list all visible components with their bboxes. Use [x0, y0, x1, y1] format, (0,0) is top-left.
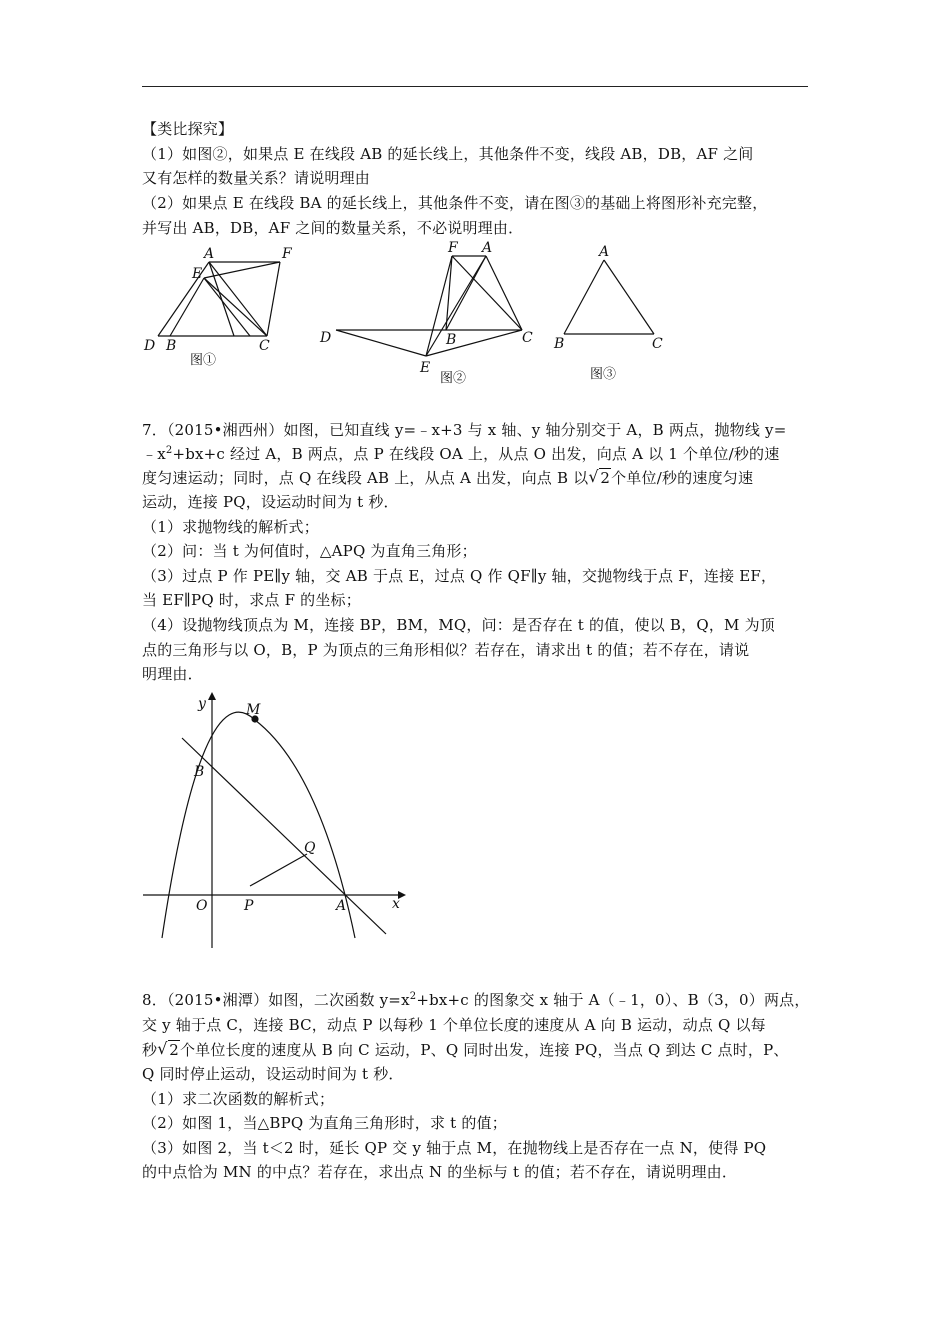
- fig3-label-A: A: [599, 244, 610, 260]
- fig1-caption: 图①: [190, 353, 217, 368]
- fig3-caption: 图③: [590, 367, 617, 382]
- fig3-label-C: C: [652, 336, 663, 352]
- fig2-caption: 图②: [440, 371, 467, 386]
- p7-sub3a: （3）过点 P 作 PE∥y 轴，交 AB 于点 E，过点 Q 作 QF∥y 轴，交抛物线于点 F，连接 EF，: [142, 567, 777, 585]
- p7-line1: 7．（2015•湘西州）如图，已知直线 y=﹣x+3 与 x 轴、y 轴分别交于 A，B 两点，抛物线 y=: [142, 421, 787, 439]
- fig1-label-A: A: [204, 246, 215, 262]
- fig1-label-F: F: [282, 246, 292, 262]
- fig1-label-E: E: [192, 266, 203, 282]
- analogy-q1-line1: （1）如图②，如果点 E 在线段 AB 的延长线上，其他条件不变，线段 AB，DB，AF 之间: [142, 145, 754, 163]
- p8-line4: Q 同时停止运动，设运动时间为 t 秒．: [142, 1065, 404, 1083]
- p7-sub2: （2）问：当 t 为何值时，△APQ 为直角三角形；: [142, 542, 477, 560]
- sqrt-symbol: √ 2: [157, 1040, 180, 1060]
- fig2-label-C: C: [522, 330, 533, 346]
- p7-sub3b: 当 EF∥PQ 时，求点 F 的坐标；: [142, 591, 361, 609]
- fig2-label-D: D: [320, 330, 332, 346]
- header-rule: [142, 86, 808, 87]
- analogy-q2-line2: 并写出 AB，DB，AF 之间的数量关系，不必说明理由．: [142, 219, 524, 237]
- fig2-label-B: B: [446, 332, 457, 348]
- figure-2: [318, 236, 546, 388]
- p8-sub2: （2）如图 1，当△BPQ 为直角三角形时，求 t 的值；: [142, 1114, 507, 1132]
- p7fig-label-P: P: [244, 898, 254, 914]
- fig2-label-E: E: [420, 360, 431, 376]
- p7-line2: $﹣x^2+bx+c$ 经过 A，B 两点，点 P 在线段 OA 上，从点 O 出发，向点 A 以 1 个单位/秒的速: [142, 445, 780, 463]
- p7-sub4c: 明理由．: [142, 665, 203, 683]
- p8-sub1: （1）求二次函数的解析式；: [142, 1090, 335, 1108]
- p7fig-label-M: M: [246, 702, 261, 718]
- analogy-q1-line2: 又有怎样的数量关系？请说明理由: [142, 169, 371, 187]
- p8-line3: 秒√ 2个单位长度的速度从 B 向 C 运动，P、Q 同时出发，连接 PQ，当点 Q 到达 C 点时，P、: [142, 1040, 789, 1060]
- p7-sub1: （1）求抛物线的解析式；: [142, 518, 319, 536]
- p8-sub3a: （3）如图 2，当 t＜2 时，延长 QP 交 y 轴于点 M，在抛物线上是否存在一点 N，使得 PQ: [142, 1139, 767, 1157]
- section-title: 【类比探究】: [142, 120, 234, 138]
- sqrt-symbol: √ 2: [588, 468, 611, 488]
- analogy-q2-line1: （2）如果点 E 在线段 BA 的延长线上，其他条件不变，请在图③的基础上将图形补充完整，: [142, 194, 768, 212]
- problem7-figure: [140, 690, 410, 950]
- p7-sub4a: （4）设抛物线顶点为 M，连接 BP，BM，MQ，问：是否存在 t 的值，使以 B，Q，M 为顶: [142, 616, 775, 634]
- p7fig-label-x: x: [392, 896, 400, 912]
- p8-line1: 8．（2015•湘潭）如图，二次函数 $y=x^2+bx+c$ 的图象交 x 轴于 A（﹣1，0）、B（3，0）两点，: [142, 991, 810, 1009]
- p8-line2: 交 y 轴于点 C，连接 BC，动点 P 以每秒 1 个单位长度的速度从 A 向 B 运动，动点 Q 以每: [142, 1016, 766, 1034]
- fig2-label-F: F: [448, 240, 458, 256]
- p7fig-label-B: B: [194, 764, 205, 780]
- p7fig-label-y: y: [198, 696, 206, 712]
- p8-sub3b: 的中点恰为 MN 的中点？若存在，求出点 N 的坐标与 t 的值；若不存在，请说明理由．: [142, 1163, 738, 1181]
- p7fig-label-Q: Q: [304, 840, 316, 856]
- fig1-label-C: C: [259, 338, 270, 354]
- p7fig-label-O: O: [196, 898, 208, 914]
- p7fig-label-A: A: [336, 898, 347, 914]
- fig1-label-D: D: [144, 338, 156, 354]
- p7-line3: 度匀速运动；同时，点 Q 在线段 AB 上，从点 A 出发，向点 B 以√ 2个单位/秒的速度匀速: [142, 468, 753, 488]
- fig3-label-B: B: [554, 336, 565, 352]
- fig1-label-B: B: [166, 338, 177, 354]
- fig2-label-A: A: [482, 240, 493, 256]
- figure-3: [550, 240, 668, 388]
- p7-line4: 运动，连接 PQ，设运动时间为 t 秒．: [142, 493, 399, 511]
- figure-1: [140, 240, 310, 372]
- p7-sub4b: 点的三角形与以 O，B，P 为顶点的三角形相似？若存在，请求出 t 的值；若不存在，请说: [142, 641, 750, 659]
